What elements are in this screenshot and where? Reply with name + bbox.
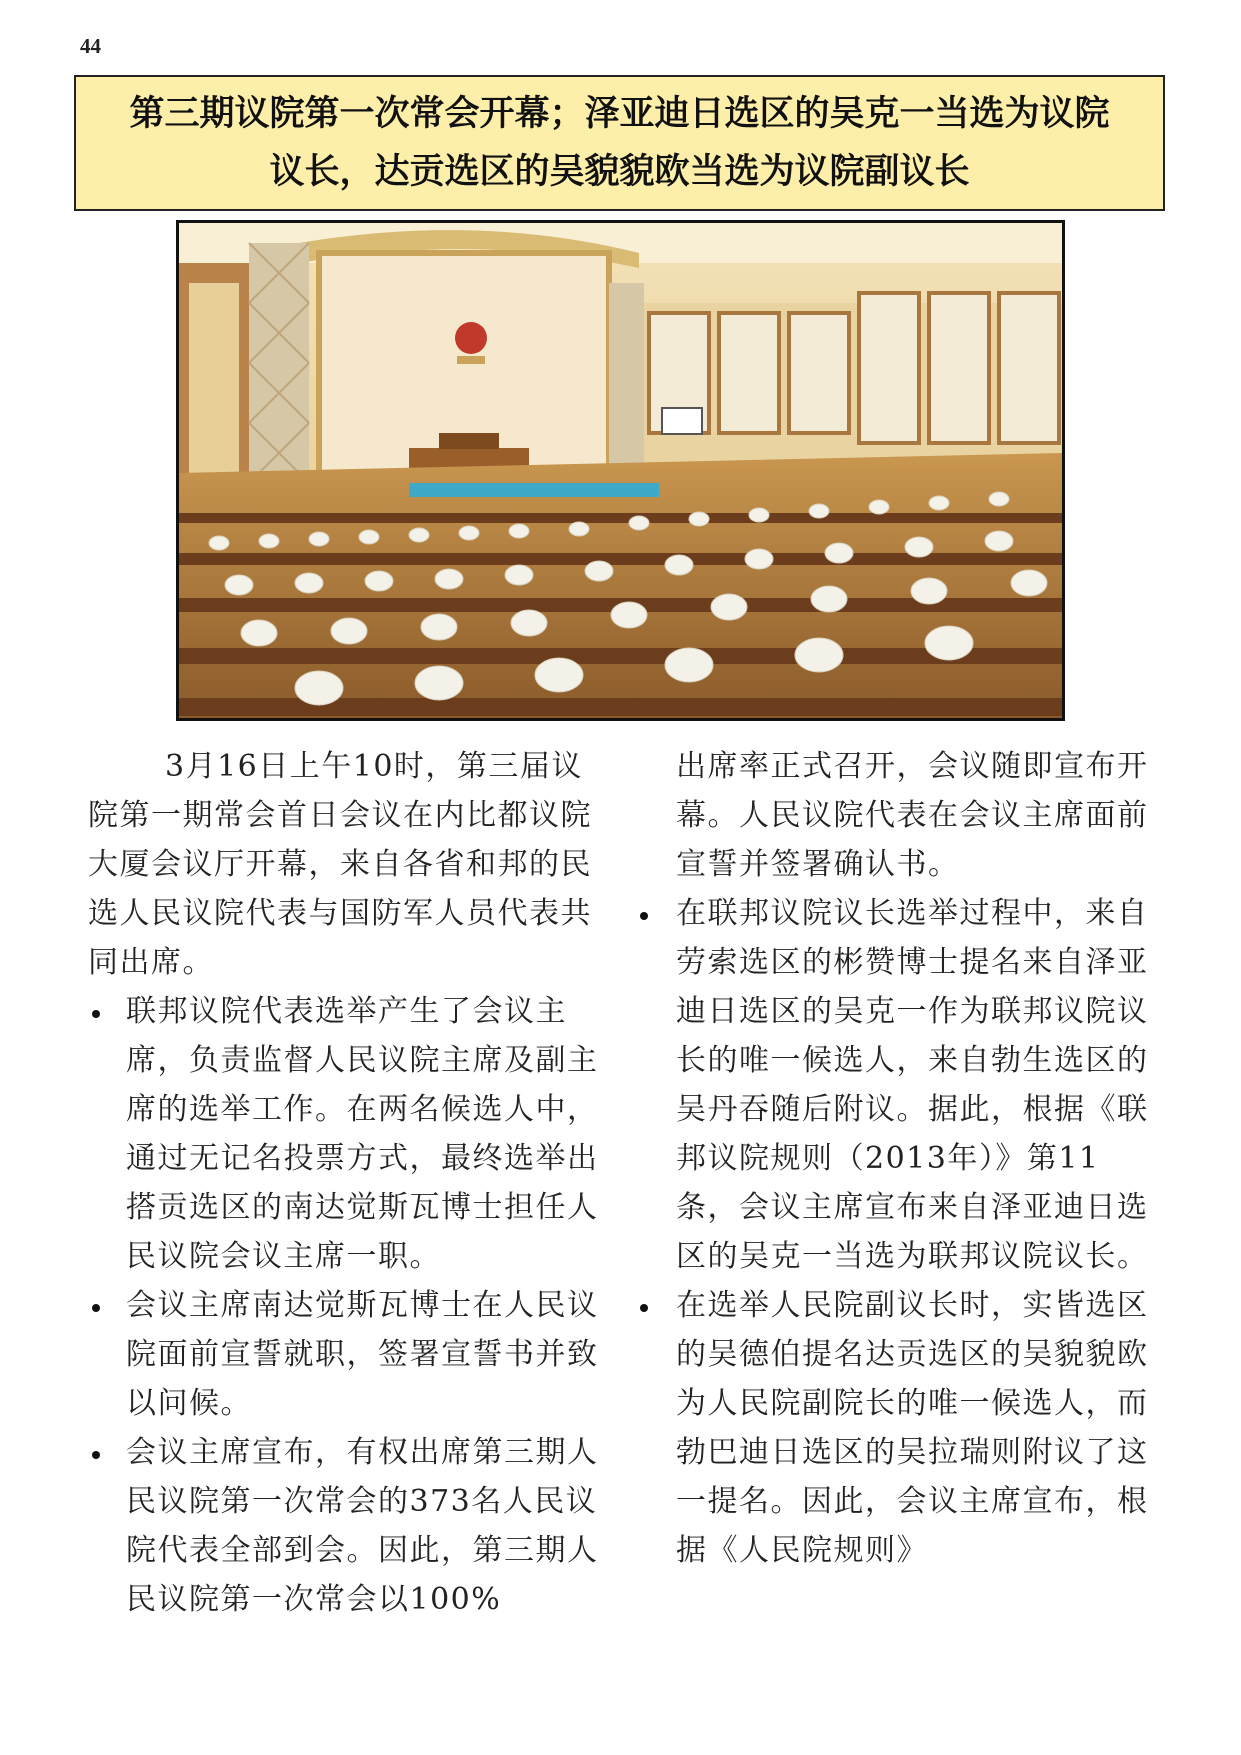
bullet-item: 在选举人民院副议长时，实皆选区的吴德伯提名达贡选区的吴貌貌欧为人民院副院长的唯一候选人，而勃巴迪日选区的吴拉瑞则附议了这一提名。因此，会议主席宣布，根据《人民院规则》: [676, 1281, 1158, 1575]
page-number: 44: [80, 34, 101, 58]
headline-box: [74, 75, 1165, 211]
left-column: [88, 742, 604, 1624]
bullet-item: 在联邦议院议长选举过程中，来自劳索选区的彬赞博士提名来自泽亚迪日选区的吴克一作为联邦议院议长的唯一候选人，来自勃生选区的吴丹吞随后附议。据此，根据《联邦议院规则（2013年）》第11条，会议主席宣布来自泽亚迪日选区的吴克一当选为联邦议院议长。: [676, 889, 1158, 1281]
continuation-paragraph: 出席率正式召开，会议随即宣布开幕。人民议院代表在会议主席面前宣誓并签署确认书。: [676, 749, 1149, 882]
state-emblem-icon: [455, 322, 487, 354]
parliament-hall-illustration: [179, 223, 1062, 718]
bullet-item: 会议主席宣布，有权出席第三期人民议院第一次常会的373名人民议院代表全部到会。因此，第三期人民议院第一次常会以100%: [88, 1428, 604, 1624]
parliament-hall-photo: [176, 220, 1065, 721]
bullet-item: 会议主席南达觉斯瓦博士在人民议院面前宣誓就职，签署宣誓书并致以问候。: [88, 1281, 604, 1428]
right-column: [676, 742, 1158, 1575]
headline-line-2: 议长，达贡选区的吴貌貌欧当选为议院副议长: [269, 152, 970, 192]
intro-paragraph: 3月16日上午10时，第三届议院第一期常会首日会议在内比都议院大厦会议厅开幕，来自各省和邦的民选人民议院代表与国防军人员代表共同出席。: [88, 749, 592, 980]
headline-line-1: 第三期议院第一次常会开幕；泽亚迪日选区的吴克一当选为议院: [129, 94, 1110, 134]
bullet-item: 联邦议院代表选举产生了会议主席，负责监督人民议院主席及副主席的选举工作。在两名候选人中，通过无记名投票方式，最终选举出搭贡选区的南达觉斯瓦博士担任人民议院会议主席一职。: [88, 987, 604, 1281]
display-screen: [662, 408, 702, 434]
